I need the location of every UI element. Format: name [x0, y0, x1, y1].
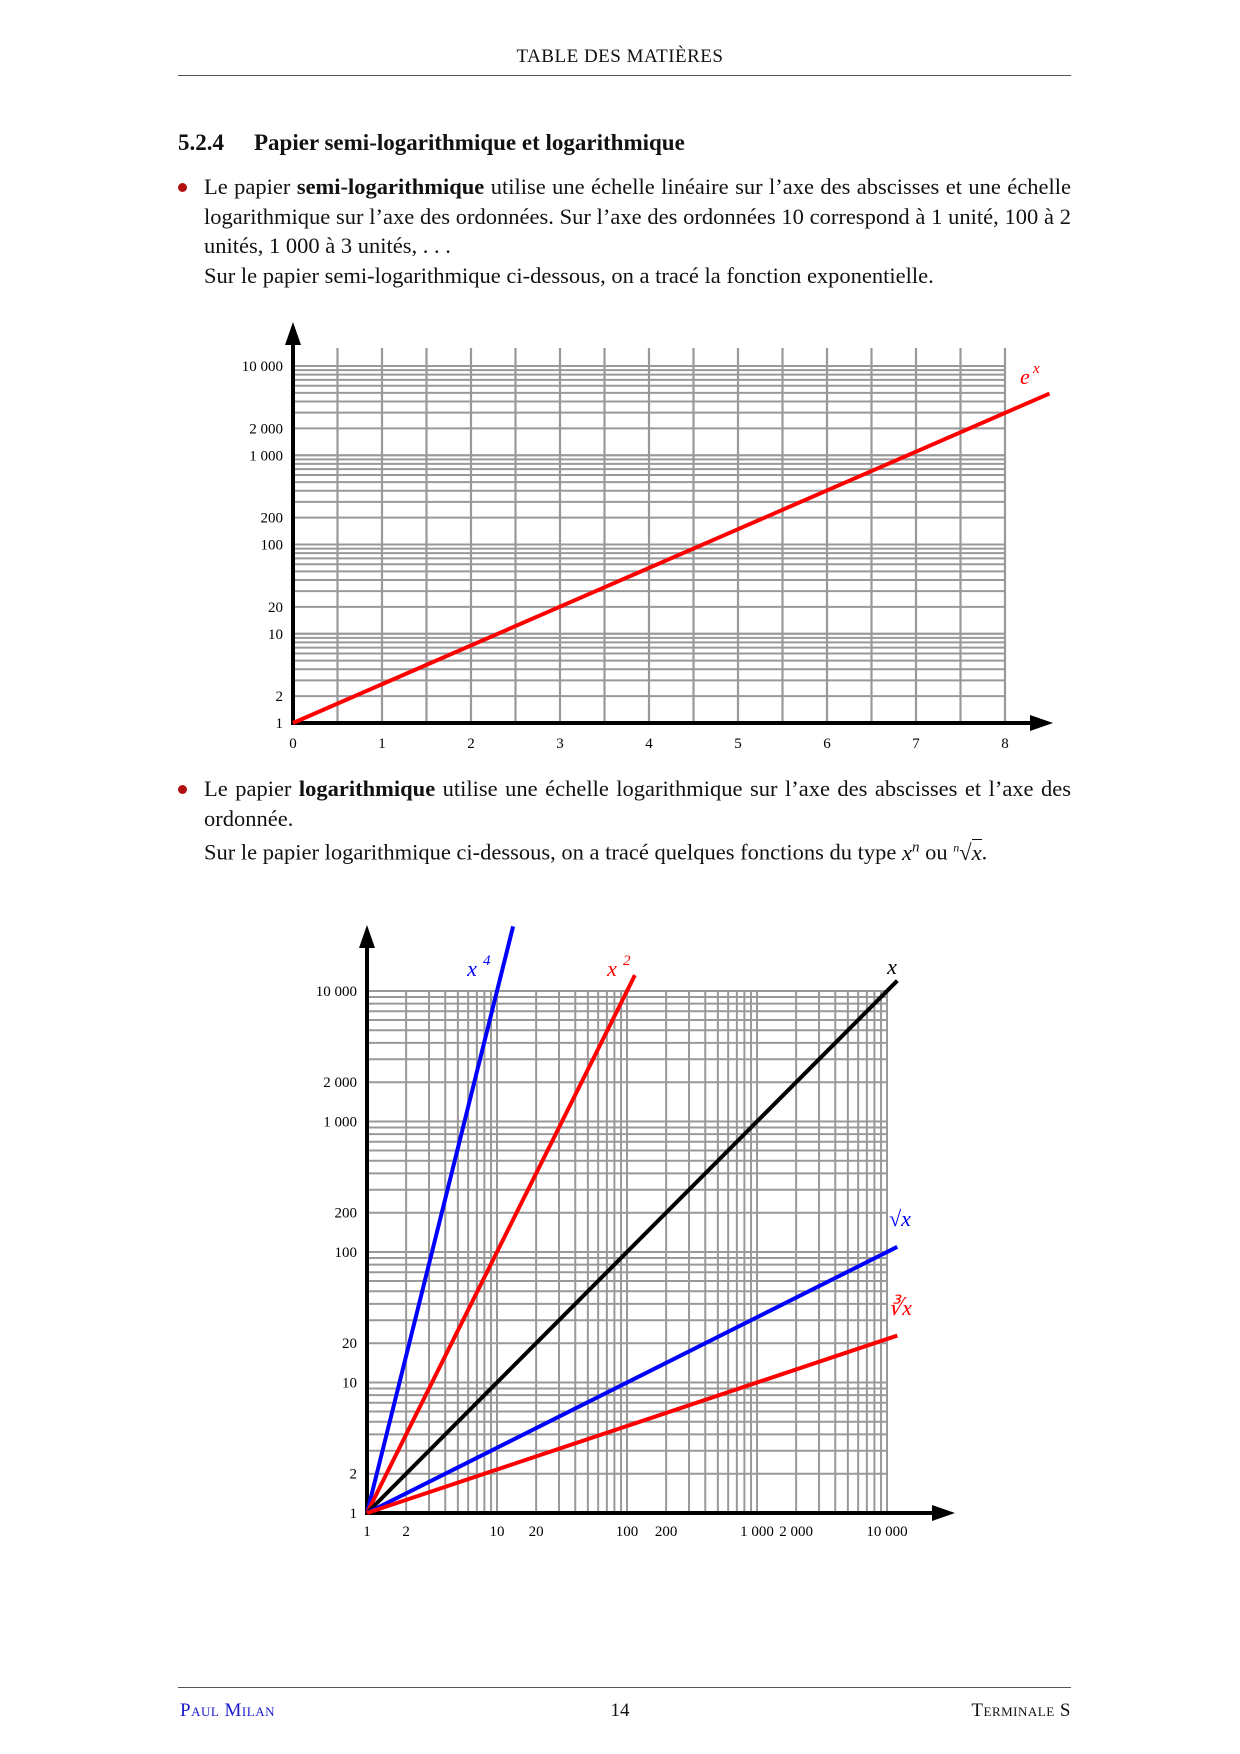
paragraph-log: [178, 774, 1071, 867]
y-tick-label: 10: [268, 626, 283, 643]
y-tick-label: 20: [268, 599, 283, 616]
y-tick-label: 2 000: [323, 1075, 357, 1092]
y-tick-label: 1: [349, 1506, 357, 1522]
semi-log-chart: [0, 0, 1240, 800]
series-label-sup: 2: [623, 953, 631, 969]
x-tick-label: 7: [912, 736, 920, 752]
x-tick-label: 4: [645, 736, 653, 752]
x-tick-label: 1 000: [740, 1524, 774, 1540]
series-cbrtx: [367, 1336, 897, 1513]
y-tick-label: 200: [334, 1205, 357, 1222]
x-tick-label: 100: [615, 1524, 639, 1540]
series-label-sup: 4: [483, 953, 491, 969]
x-tick-label: 2: [467, 736, 475, 752]
x-tick-label: 3: [556, 736, 564, 752]
section-title: Papier semi-logarithmique et logarithmique: [254, 130, 685, 155]
paragraph-semi-log-text: Le papier semi-logarithmique utilise une échelle linéaire sur l’axe des abscisses et une échelle logarithmique sur l’axe des ordonnées. Sur l’axe des ordonnées 10 correspond à 1 unité, 100 à 2 unités, 1 000 à 3 unités, . . . Sur le papier semi-logarithmique ci-dessous, on a tracé la fonction exponentielle.: [204, 174, 1071, 288]
y-tick-label: 2: [275, 689, 283, 706]
page-number: 14: [610, 1700, 630, 1721]
y-tick-label: 10: [342, 1375, 357, 1392]
term-semi-log: semi-logarithmique: [296, 174, 485, 199]
x-tick-label: 10: [489, 1524, 505, 1540]
y-tick-label: 1 000: [249, 448, 283, 465]
x-tick-label: 10 000: [866, 1524, 908, 1540]
x-tick-label: 200: [654, 1524, 678, 1540]
x-tick-label: 2 000: [779, 1524, 814, 1540]
series-label: √x: [889, 1206, 911, 1231]
running-header: TABLE DES MATIÈRES: [516, 46, 724, 67]
paragraph-log-text: Le papier logarithmique utilise une échelle logarithmique sur l’axe des abscisses et l’axe des ordonnée. Sur le papier logarithmique ci-dessous, on a tracé quelques fonctions du type $x^n$ ou $^n$√x.: [204, 776, 1072, 865]
x-tick-label: 8: [1001, 736, 1009, 752]
y-tick-label: 10 000: [315, 984, 357, 1000]
series-x2: [367, 975, 635, 1513]
series-label-exp-sup: x: [1033, 361, 1040, 377]
series-label: x: [607, 956, 617, 981]
log-log-chart: [0, 880, 1240, 1560]
x-tick-label: 1: [378, 736, 386, 752]
y-tick-label: 1 000: [323, 1114, 357, 1131]
series-label: x: [887, 954, 897, 979]
y-tick-label: 2 000: [249, 421, 283, 438]
x-tick-label: 2: [402, 1524, 410, 1540]
math-nth-root: $^n$√x: [953, 839, 982, 865]
series-label: ∛x: [888, 1295, 912, 1320]
x-tick-label: 5: [734, 736, 742, 752]
y-tick-label: 2: [349, 1466, 357, 1483]
math-x-power-n: $x^n$: [901, 839, 920, 865]
x-tick-label: 6: [823, 736, 831, 752]
x-tick-label: 0: [289, 736, 297, 752]
section-number: 5.2.4: [178, 130, 224, 155]
bullet-icon: [178, 785, 187, 794]
y-tick-label: 10 000: [241, 359, 283, 375]
y-tick-label: 20: [342, 1336, 357, 1353]
y-tick-label: 1: [275, 716, 283, 732]
x-axis-arrow-icon: [1030, 715, 1053, 731]
series-label-exp: e: [1020, 364, 1030, 389]
x-tick-label: 20: [528, 1524, 544, 1540]
y-axis-arrow-icon: [285, 322, 301, 345]
y-axis-arrow-icon: [359, 925, 375, 948]
y-tick-label: 200: [260, 510, 283, 527]
y-tick-label: 100: [260, 537, 283, 554]
series-label: x: [467, 956, 477, 981]
x-axis-arrow-icon: [932, 1505, 955, 1521]
footer-author: Paul Milan: [180, 1700, 275, 1721]
x-tick-label: 1: [363, 1524, 371, 1540]
term-log: logarithmique: [298, 776, 436, 801]
series-x: [367, 981, 897, 1513]
footer-rule: [178, 1687, 1071, 1688]
footer-class: Terminale S: [971, 1700, 1071, 1721]
y-tick-label: 100: [334, 1245, 357, 1261]
